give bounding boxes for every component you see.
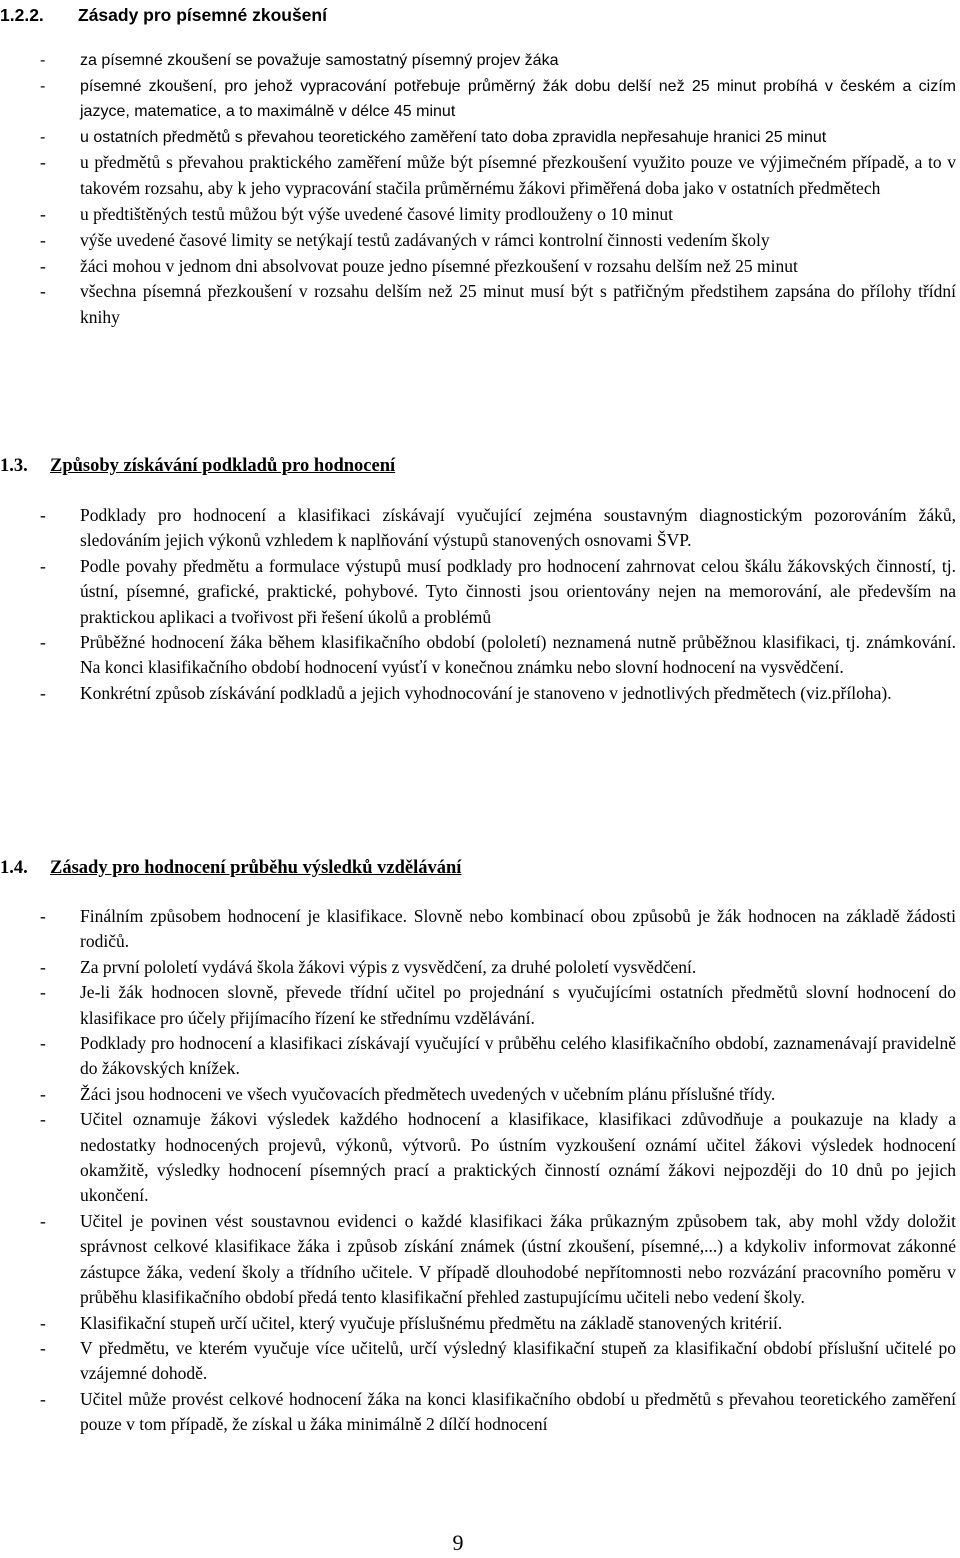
list-marker: - <box>40 1109 46 1130</box>
list-item-text: výše uvedené časové limity se netýkají testů zadávaných v rámci kontrolní činnosti vedením školy <box>80 229 770 250</box>
list-marker: - <box>40 1388 46 1409</box>
section-list-1-2-2 <box>0 48 956 331</box>
list-marker: - <box>40 77 46 95</box>
list-item <box>0 48 956 74</box>
list-item <box>0 1082 956 1107</box>
list-item <box>0 1311 956 1336</box>
list-marker: - <box>40 203 46 224</box>
section-number: 1.3. <box>0 456 28 476</box>
list-marker: - <box>40 1083 46 1104</box>
list-item <box>0 279 956 331</box>
list-item <box>0 904 956 955</box>
list-item <box>0 1336 956 1387</box>
list-marker: - <box>40 255 46 276</box>
list-item-text: Podklady pro hodnocení a klasifikaci získávají vyučující zejména soustavným diagnostickým pozorováním žáků, sledováním jejich výkonů vzhledem k naplňování výstupů stanovených osnovami ŠVP. <box>80 505 956 551</box>
section-number: 1.2.2. <box>0 5 44 25</box>
list-item-text: V předmětu, ve kterém vyučuje více učitelů, určí výsledný klasifikační stupeň za klasifikační období příslušní učitelé po vzájemné dohodě. <box>80 1337 956 1384</box>
list-item-text: za písemné zkoušení se považuje samostatný písemný projev žáka <box>80 52 559 69</box>
list-marker: - <box>40 956 46 977</box>
section-title: Zásady pro hodnocení průběhu výsledků vzdělávání <box>50 858 462 878</box>
list-item <box>0 1209 956 1311</box>
list-item-text: Je-li žák hodnocen slovně, převede třídní učitel po projednání s vyučujícími ostatních předmětů slovní hodnocení do klasifikace pro účely přijímacího řízení ke střednímu vzdělávání. <box>80 982 956 1028</box>
list-marker: - <box>40 682 46 703</box>
list-item <box>0 202 956 228</box>
list-marker: - <box>40 1337 46 1358</box>
list-item <box>0 1107 956 1209</box>
list-item-text: Podklady pro hodnocení a klasifikaci získávají vyučující v průběhu celého klasifikačního období, zaznamenávají pravidelně do žákovských knížek. <box>80 1033 956 1079</box>
section-heading-1-4 <box>0 855 461 881</box>
list-item-text: Podle povahy předmětu a formulace výstupů musí podklady pro hodnocení zahrnovat celou škálu žákovských činností, tj. ústní, písemné, grafické, praktické, pohybové. Tyto činnosti jsou orientovány nejen na memorování, ale především na praktickou aplikaci a tvořivost při řešení úkolů a problémů <box>80 555 956 627</box>
list-marker: - <box>40 281 46 302</box>
section-list-1-3 <box>0 503 956 706</box>
list-marker: - <box>40 1210 46 1231</box>
list-marker: - <box>40 152 46 173</box>
list-marker: - <box>40 1312 46 1333</box>
section-heading-1-2-2 <box>0 2 327 28</box>
list-marker: - <box>40 632 46 653</box>
list-item-text: u předtištěných testů můžou být výše uvedené časové limity prodlouženy o 10 minut <box>80 203 673 224</box>
list-item-text: u ostatních předmětů s převahou teoretického zaměření tato doba zpravidla nepřesahuje hranici 25 minut <box>80 128 827 146</box>
section-list-1-4 <box>0 904 956 1438</box>
list-marker: - <box>40 982 46 1003</box>
list-item <box>0 980 956 1031</box>
list-marker: - <box>40 1033 46 1054</box>
section-number: 1.4. <box>0 858 28 878</box>
list-item-text: Průběžné hodnocení žáka během klasifikačního období (pololetí) neznamená nutně průběžnou klasifikaci, tj. známkování. Na konci klasifikačního období hodnocení vyúsťí v konečnou známku nebo slovní hodnocení na vysvědčení. <box>80 632 956 678</box>
list-item-text: Za první pololetí vydává škola žákovi výpis z vysvědčení, za druhé pololetí vysvědčení. <box>80 956 697 977</box>
list-item <box>0 630 956 681</box>
list-item-text: Učitel je povinen vést soustavnou evidenci o každé klasifikaci žáka průkazným způsobem tak, aby mohl vždy doložit správnost celkové klasifikace žáka i způsob získání známek (ústní zkoušení, písemné,...) a kdykoliv informovat zákonné zástupce žáka, vedení školy a třídního učitele. V případě dlouhodobé nepřítomnosti nebo rozvázání pracovního poměru v průběhu klasifikačního období předá tento klasifikační přehled zastupujícímu učiteli nebo vedení školy. <box>80 1210 956 1308</box>
list-item-text: Učitel může provést celkové hodnocení žáka na konci klasifikačního období u předmětů s převahou teoretického zaměření pouze v tom případě, že získal u žáka minimálně 2 dílčí hodnocení <box>80 1388 956 1435</box>
list-item <box>0 1387 956 1438</box>
section-title: Způsoby získávání podkladů pro hodnocení <box>50 456 396 476</box>
list-item-text: písemné zkoušení, pro jehož vypracování potřebuje průměrný žák dobu delší než 25 minut probíhá v českém a cizím jazyce, matematice, a to maximálně v délce 45 minut <box>80 77 956 121</box>
section-heading-1-3 <box>0 453 395 479</box>
list-item-text: Žáci jsou hodnoceni ve všech vyučovacích předmětech uvedených v učebním plánu příslušné třídy. <box>80 1083 776 1104</box>
list-item-text: Klasifikační stupeň určí učitel, který vyučuje příslušnému předmětu na základě stanovených kritérií. <box>80 1312 783 1333</box>
list-item <box>0 228 956 254</box>
page-number: 9 <box>452 1530 464 1555</box>
list-item-text: všechna písemná přezkoušení v rozsahu delším než 25 minut musí být s patřičným předstihem zapsána do přílohy třídní knihy <box>80 281 956 328</box>
list-item-text: u předmětů s převahou praktického zaměření může být písemné přezkoušení využito pouze ve výjimečném případě, a to v takovém rozsahu, aby k jeho vypracování stačila průměrnému žákovi přiměřená doba jako v ostatních předmětech <box>80 152 956 199</box>
list-marker: - <box>40 128 46 146</box>
list-marker: - <box>40 555 46 576</box>
list-item <box>0 554 956 630</box>
list-item-text: žáci mohou v jednom dni absolvovat pouze jedno písemné přezkoušení v rozsahu delším než 25 minut <box>80 255 798 276</box>
list-item <box>0 125 956 151</box>
list-item <box>0 955 956 980</box>
list-item-text: Učitel oznamuje žákovi výsledek každého hodnocení a klasifikace, klasifikaci zdůvodňuje a poukazuje na klady a nedostatky hodnocených projevů, výkonů, výtvorů. Po ústním vyzkoušení oznámí učitel žákovi výsledek hodnocení okamžitě, výsledky hodnocení písemných prací a praktických činností oznámí žákovi nejpozději do 10 dnů po jejich ukončení. <box>80 1109 956 1206</box>
list-item <box>0 681 956 706</box>
list-item <box>0 1031 956 1082</box>
list-item-text: Finálním způsobem hodnocení je klasifikace. Slovně nebo kombinací obou způsobů je žák hodnocen na základě žádosti rodičů. <box>80 906 956 952</box>
list-marker: - <box>40 229 46 250</box>
list-marker: - <box>40 906 46 926</box>
section-title: Zásady pro písemné zkoušení <box>78 5 327 25</box>
list-item <box>0 150 956 202</box>
list-item <box>0 74 956 125</box>
list-marker: - <box>40 505 46 525</box>
list-marker: - <box>40 52 46 69</box>
list-item <box>0 503 956 554</box>
list-item-text: Konkrétní způsob získávání podkladů a jejich vyhodnocování je stanoveno v jednotlivých předmětech (viz.příloha). <box>80 682 892 703</box>
list-item <box>0 254 956 280</box>
